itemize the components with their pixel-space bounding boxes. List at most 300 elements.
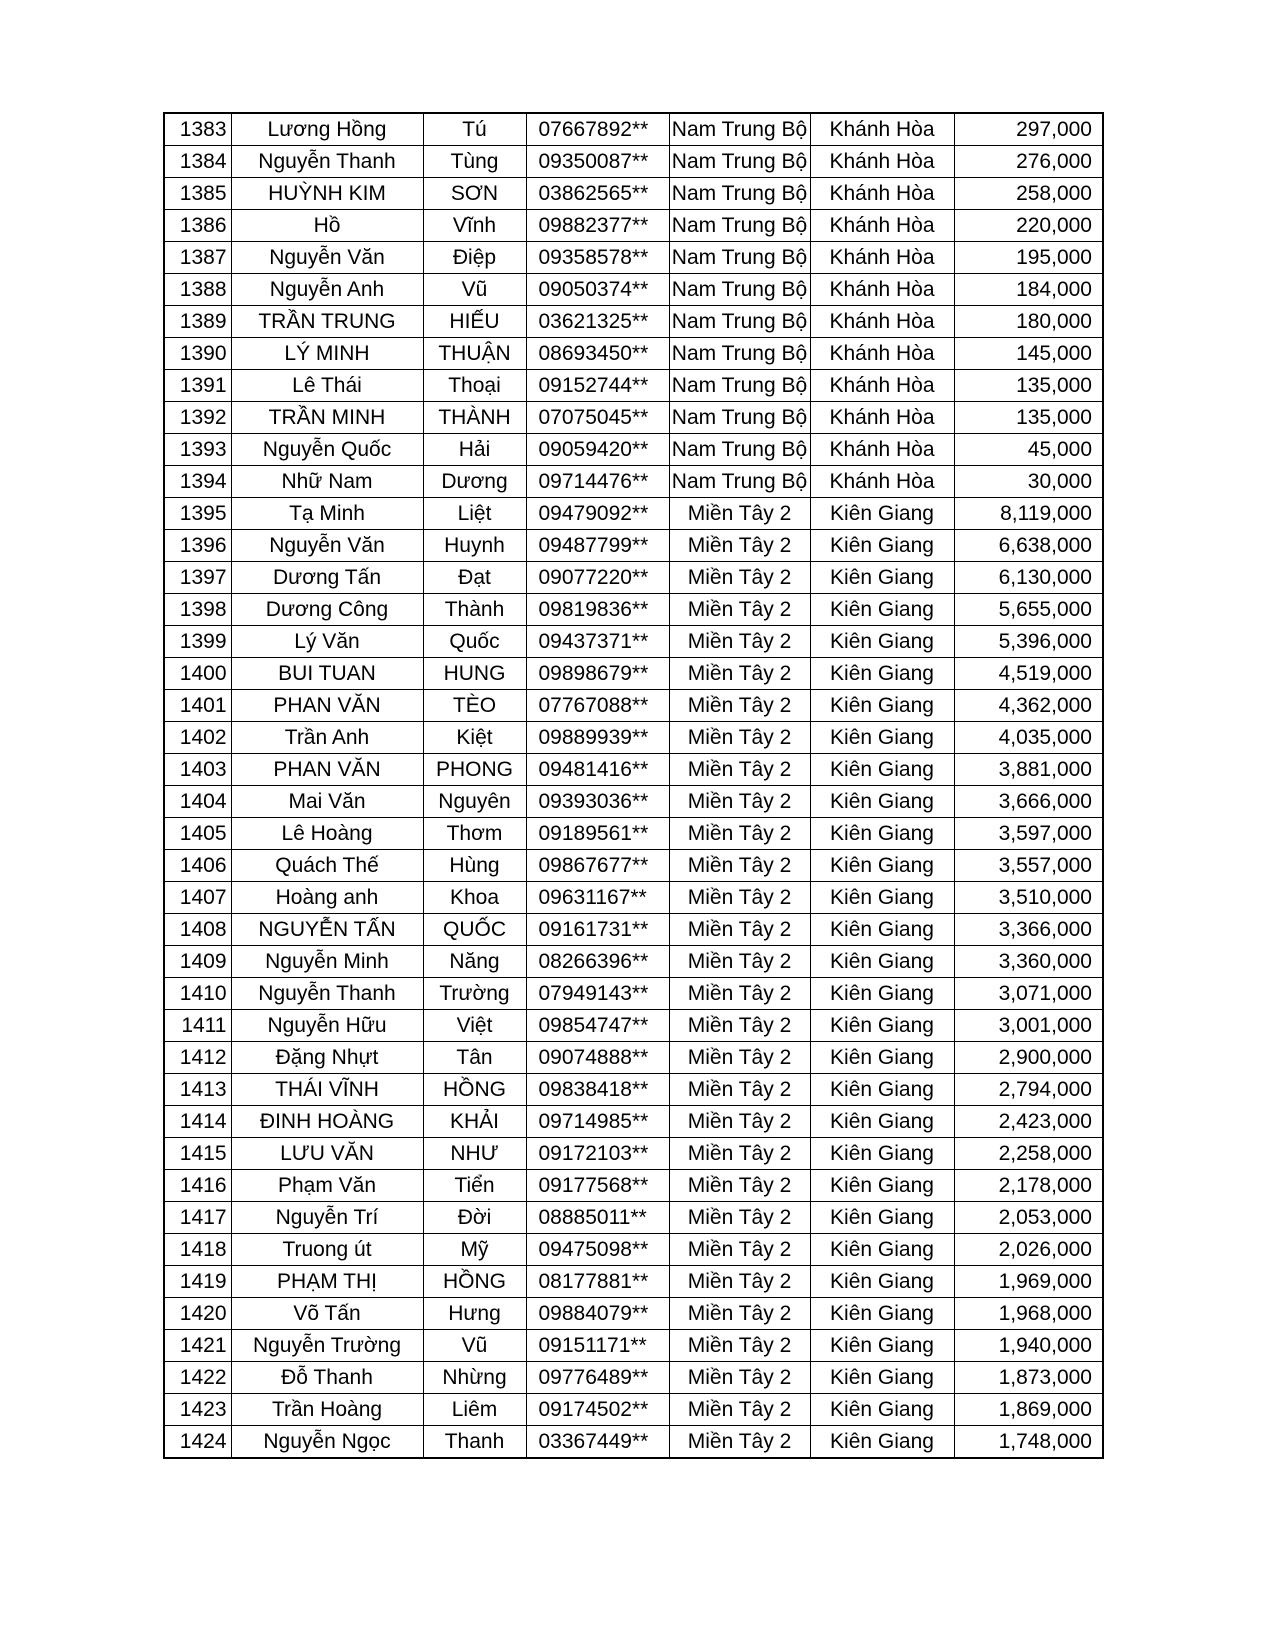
row-number: 1413 [164,1074,231,1106]
phone-cell: 08885011** [526,1202,669,1234]
surname-cell: Võ Tấn [231,1298,423,1330]
given-name-cell: Trường [423,978,526,1010]
given-name-cell: TÈO [423,690,526,722]
given-name-cell: Điệp [423,242,526,274]
row-number: 1386 [164,210,231,242]
phone-cell: 09487799** [526,530,669,562]
province-cell: Kiên Giang [810,1010,954,1042]
table-row [164,1042,1103,1074]
phone-cell: 09172103** [526,1138,669,1170]
document-page [163,112,1104,1459]
amount-cell: 135,000 [954,370,1103,402]
surname-cell: Trần Hoàng [231,1394,423,1426]
surname-cell: Dương Tấn [231,562,423,594]
region-cell: Miền Tây 2 [669,1106,810,1138]
province-cell: Khánh Hòa [810,434,954,466]
table-row [164,754,1103,786]
surname-cell: Lương Hồng [231,113,423,146]
phone-cell: 09059420** [526,434,669,466]
surname-cell: THÁI VĨNH [231,1074,423,1106]
table-row [164,658,1103,690]
surname-cell: Đỗ Thanh [231,1362,423,1394]
given-name-cell: THUẬN [423,338,526,370]
region-cell: Miền Tây 2 [669,1362,810,1394]
surname-cell: Dương Công [231,594,423,626]
amount-cell: 3,001,000 [954,1010,1103,1042]
row-number: 1422 [164,1362,231,1394]
province-cell: Khánh Hòa [810,242,954,274]
row-number: 1393 [164,434,231,466]
surname-cell: Phạm Văn [231,1170,423,1202]
amount-cell: 6,130,000 [954,562,1103,594]
amount-cell: 45,000 [954,434,1103,466]
surname-cell: Lý Văn [231,626,423,658]
phone-cell: 09867677** [526,850,669,882]
phone-cell: 09838418** [526,1074,669,1106]
phone-cell: 09077220** [526,562,669,594]
amount-cell: 30,000 [954,466,1103,498]
province-cell: Kiên Giang [810,1202,954,1234]
province-cell: Kiên Giang [810,1426,954,1459]
records-table [163,112,1104,1459]
given-name-cell: Vĩnh [423,210,526,242]
row-number: 1409 [164,946,231,978]
province-cell: Kiên Giang [810,1170,954,1202]
given-name-cell: NHƯ [423,1138,526,1170]
table-row [164,1234,1103,1266]
amount-cell: 297,000 [954,113,1103,146]
row-number: 1414 [164,1106,231,1138]
region-cell: Nam Trung Bộ [669,146,810,178]
surname-cell: LÝ MINH [231,338,423,370]
region-cell: Miền Tây 2 [669,914,810,946]
surname-cell: Lê Thái [231,370,423,402]
given-name-cell: QUỐC [423,914,526,946]
row-number: 1383 [164,113,231,146]
region-cell: Miền Tây 2 [669,722,810,754]
phone-cell: 09189561** [526,818,669,850]
row-number: 1424 [164,1426,231,1459]
amount-cell: 4,035,000 [954,722,1103,754]
given-name-cell: Quốc [423,626,526,658]
province-cell: Kiên Giang [810,946,954,978]
table-row [164,594,1103,626]
region-cell: Nam Trung Bộ [669,210,810,242]
province-cell: Kiên Giang [810,1298,954,1330]
surname-cell: ĐINH HOÀNG [231,1106,423,1138]
row-number: 1407 [164,882,231,914]
amount-cell: 2,053,000 [954,1202,1103,1234]
table-row [164,1202,1103,1234]
amount-cell: 180,000 [954,306,1103,338]
surname-cell: PHAN VĂN [231,690,423,722]
given-name-cell: Đạt [423,562,526,594]
amount-cell: 3,366,000 [954,914,1103,946]
amount-cell: 3,071,000 [954,978,1103,1010]
amount-cell: 3,597,000 [954,818,1103,850]
row-number: 1423 [164,1394,231,1426]
province-cell: Kiên Giang [810,850,954,882]
row-number: 1396 [164,530,231,562]
row-number: 1392 [164,402,231,434]
given-name-cell: Dương [423,466,526,498]
given-name-cell: Hùng [423,850,526,882]
province-cell: Kiên Giang [810,818,954,850]
phone-cell: 09393036** [526,786,669,818]
phone-cell: 09481416** [526,754,669,786]
table-row [164,210,1103,242]
surname-cell: Tạ Minh [231,498,423,530]
region-cell: Miền Tây 2 [669,1330,810,1362]
table-row [164,626,1103,658]
phone-cell: 03621325** [526,306,669,338]
given-name-cell: HỒNG [423,1266,526,1298]
region-cell: Miền Tây 2 [669,818,810,850]
region-cell: Nam Trung Bộ [669,306,810,338]
phone-cell: 09889939** [526,722,669,754]
region-cell: Miền Tây 2 [669,1266,810,1298]
region-cell: Nam Trung Bộ [669,274,810,306]
phone-cell: 08266396** [526,946,669,978]
surname-cell: Nguyễn Anh [231,274,423,306]
row-number: 1384 [164,146,231,178]
phone-cell: 09631167** [526,882,669,914]
given-name-cell: Nhừng [423,1362,526,1394]
amount-cell: 5,396,000 [954,626,1103,658]
table-row [164,690,1103,722]
table-row [164,1106,1103,1138]
given-name-cell: Việt [423,1010,526,1042]
phone-cell: 09819836** [526,594,669,626]
amount-cell: 184,000 [954,274,1103,306]
row-number: 1391 [164,370,231,402]
given-name-cell: HỒNG [423,1074,526,1106]
province-cell: Kiên Giang [810,626,954,658]
surname-cell: Nguyễn Hữu [231,1010,423,1042]
table-row [164,1010,1103,1042]
region-cell: Miền Tây 2 [669,882,810,914]
amount-cell: 2,423,000 [954,1106,1103,1138]
phone-cell: 08693450** [526,338,669,370]
region-cell: Miền Tây 2 [669,1010,810,1042]
province-cell: Khánh Hòa [810,113,954,146]
table-row [164,562,1103,594]
table-row [164,178,1103,210]
phone-cell: 03862565** [526,178,669,210]
row-number: 1403 [164,754,231,786]
amount-cell: 1,748,000 [954,1426,1103,1459]
province-cell: Kiên Giang [810,1394,954,1426]
table-row [164,978,1103,1010]
region-cell: Nam Trung Bộ [669,434,810,466]
amount-cell: 2,178,000 [954,1170,1103,1202]
phone-cell: 07767088** [526,690,669,722]
amount-cell: 1,869,000 [954,1394,1103,1426]
amount-cell: 2,794,000 [954,1074,1103,1106]
province-cell: Kiên Giang [810,1138,954,1170]
province-cell: Kiên Giang [810,562,954,594]
region-cell: Nam Trung Bộ [669,113,810,146]
given-name-cell: Kiệt [423,722,526,754]
province-cell: Kiên Giang [810,1234,954,1266]
phone-cell: 09050374** [526,274,669,306]
amount-cell: 2,900,000 [954,1042,1103,1074]
table-row [164,786,1103,818]
province-cell: Kiên Giang [810,1106,954,1138]
province-cell: Kiên Giang [810,882,954,914]
region-cell: Miền Tây 2 [669,1074,810,1106]
region-cell: Miền Tây 2 [669,690,810,722]
row-number: 1406 [164,850,231,882]
amount-cell: 4,362,000 [954,690,1103,722]
province-cell: Kiên Giang [810,754,954,786]
province-cell: Kiên Giang [810,722,954,754]
province-cell: Khánh Hòa [810,402,954,434]
surname-cell: Nguyễn Ngọc [231,1426,423,1459]
region-cell: Miền Tây 2 [669,1394,810,1426]
amount-cell: 195,000 [954,242,1103,274]
given-name-cell: Vũ [423,1330,526,1362]
phone-cell: 09898679** [526,658,669,690]
region-cell: Nam Trung Bộ [669,402,810,434]
given-name-cell: Thơm [423,818,526,850]
given-name-cell: Thoại [423,370,526,402]
region-cell: Miền Tây 2 [669,594,810,626]
row-number: 1418 [164,1234,231,1266]
table-row [164,370,1103,402]
row-number: 1388 [164,274,231,306]
row-number: 1405 [164,818,231,850]
region-cell: Miền Tây 2 [669,754,810,786]
amount-cell: 2,026,000 [954,1234,1103,1266]
surname-cell: TRẦN TRUNG [231,306,423,338]
row-number: 1416 [164,1170,231,1202]
row-number: 1399 [164,626,231,658]
surname-cell: Nguyễn Trường [231,1330,423,1362]
amount-cell: 258,000 [954,178,1103,210]
row-number: 1395 [164,498,231,530]
amount-cell: 1,940,000 [954,1330,1103,1362]
table-row [164,818,1103,850]
table-row [164,722,1103,754]
amount-cell: 5,655,000 [954,594,1103,626]
region-cell: Miền Tây 2 [669,978,810,1010]
province-cell: Kiên Giang [810,914,954,946]
amount-cell: 1,969,000 [954,1266,1103,1298]
province-cell: Kiên Giang [810,530,954,562]
table-row [164,113,1103,146]
province-cell: Khánh Hòa [810,146,954,178]
phone-cell: 09882377** [526,210,669,242]
region-cell: Nam Trung Bộ [669,370,810,402]
surname-cell: Nguyễn Văn [231,530,423,562]
given-name-cell: Tú [423,113,526,146]
province-cell: Kiên Giang [810,1266,954,1298]
region-cell: Miền Tây 2 [669,1426,810,1459]
region-cell: Miền Tây 2 [669,626,810,658]
region-cell: Miền Tây 2 [669,658,810,690]
table-row [164,914,1103,946]
table-row [164,498,1103,530]
row-number: 1419 [164,1266,231,1298]
table-row [164,1074,1103,1106]
surname-cell: HUỲNH KIM [231,178,423,210]
given-name-cell: Đời [423,1202,526,1234]
province-cell: Khánh Hòa [810,338,954,370]
surname-cell: LƯU VĂN [231,1138,423,1170]
province-cell: Kiên Giang [810,658,954,690]
surname-cell: Nguyễn Thanh [231,978,423,1010]
table-row [164,1138,1103,1170]
table-row [164,146,1103,178]
given-name-cell: HIẾU [423,306,526,338]
row-number: 1411 [164,1010,231,1042]
region-cell: Miền Tây 2 [669,498,810,530]
amount-cell: 3,666,000 [954,786,1103,818]
surname-cell: TRẦN MINH [231,402,423,434]
table-row [164,530,1103,562]
phone-cell: 09174502** [526,1394,669,1426]
given-name-cell: Liệt [423,498,526,530]
table-row [164,1394,1103,1426]
region-cell: Miền Tây 2 [669,1202,810,1234]
given-name-cell: SƠN [423,178,526,210]
province-cell: Kiên Giang [810,690,954,722]
phone-cell: 07075045** [526,402,669,434]
amount-cell: 1,873,000 [954,1362,1103,1394]
row-number: 1400 [164,658,231,690]
surname-cell: Nguyễn Trí [231,1202,423,1234]
row-number: 1421 [164,1330,231,1362]
province-cell: Kiên Giang [810,1074,954,1106]
row-number: 1410 [164,978,231,1010]
row-number: 1398 [164,594,231,626]
amount-cell: 3,557,000 [954,850,1103,882]
region-cell: Miền Tây 2 [669,1042,810,1074]
table-row [164,882,1103,914]
records-body [164,113,1103,1458]
row-number: 1402 [164,722,231,754]
given-name-cell: Tiển [423,1170,526,1202]
phone-cell: 09854747** [526,1010,669,1042]
table-row [164,1298,1103,1330]
table-row [164,1362,1103,1394]
phone-cell: 09714476** [526,466,669,498]
region-cell: Miền Tây 2 [669,562,810,594]
row-number: 1389 [164,306,231,338]
given-name-cell: Liêm [423,1394,526,1426]
phone-cell: 09161731** [526,914,669,946]
amount-cell: 3,881,000 [954,754,1103,786]
given-name-cell: Thành [423,594,526,626]
region-cell: Miền Tây 2 [669,1138,810,1170]
given-name-cell: PHONG [423,754,526,786]
row-number: 1401 [164,690,231,722]
surname-cell: Nhữ Nam [231,466,423,498]
province-cell: Kiên Giang [810,1362,954,1394]
province-cell: Kiên Giang [810,1330,954,1362]
given-name-cell: Hưng [423,1298,526,1330]
phone-cell: 09074888** [526,1042,669,1074]
row-number: 1420 [164,1298,231,1330]
given-name-cell: Vũ [423,274,526,306]
row-number: 1408 [164,914,231,946]
given-name-cell: KHẢI [423,1106,526,1138]
table-row [164,1426,1103,1459]
row-number: 1397 [164,562,231,594]
amount-cell: 6,638,000 [954,530,1103,562]
amount-cell: 135,000 [954,402,1103,434]
table-row [164,402,1103,434]
table-row [164,306,1103,338]
surname-cell: PHẠM THỊ [231,1266,423,1298]
table-row [164,946,1103,978]
province-cell: Khánh Hòa [810,210,954,242]
region-cell: Nam Trung Bộ [669,178,810,210]
row-number: 1390 [164,338,231,370]
surname-cell: NGUYỄN TẤN [231,914,423,946]
amount-cell: 4,519,000 [954,658,1103,690]
province-cell: Kiên Giang [810,498,954,530]
phone-cell: 09177568** [526,1170,669,1202]
table-row [164,1170,1103,1202]
surname-cell: BUI TUAN [231,658,423,690]
given-name-cell: Thanh [423,1426,526,1459]
phone-cell: 09151171** [526,1330,669,1362]
given-name-cell: THÀNH [423,402,526,434]
region-cell: Miền Tây 2 [669,1234,810,1266]
phone-cell: 09776489** [526,1362,669,1394]
table-row [164,1330,1103,1362]
table-row [164,242,1103,274]
phone-cell: 09152744** [526,370,669,402]
phone-cell: 08177881** [526,1266,669,1298]
province-cell: Kiên Giang [810,1042,954,1074]
province-cell: Khánh Hòa [810,306,954,338]
table-row [164,274,1103,306]
surname-cell: Trần Anh [231,722,423,754]
region-cell: Nam Trung Bộ [669,242,810,274]
row-number: 1415 [164,1138,231,1170]
province-cell: Khánh Hòa [810,178,954,210]
region-cell: Miền Tây 2 [669,1298,810,1330]
phone-cell: 09479092** [526,498,669,530]
surname-cell: Nguyễn Văn [231,242,423,274]
row-number: 1385 [164,178,231,210]
amount-cell: 3,510,000 [954,882,1103,914]
table-row [164,850,1103,882]
table-row [164,466,1103,498]
region-cell: Miền Tây 2 [669,1170,810,1202]
surname-cell: Hồ [231,210,423,242]
phone-cell: 07667892** [526,113,669,146]
province-cell: Khánh Hòa [810,466,954,498]
amount-cell: 1,968,000 [954,1298,1103,1330]
surname-cell: Nguyễn Minh [231,946,423,978]
given-name-cell: Năng [423,946,526,978]
region-cell: Nam Trung Bộ [669,338,810,370]
row-number: 1404 [164,786,231,818]
amount-cell: 145,000 [954,338,1103,370]
region-cell: Miền Tây 2 [669,786,810,818]
amount-cell: 8,119,000 [954,498,1103,530]
region-cell: Miền Tây 2 [669,946,810,978]
phone-cell: 07949143** [526,978,669,1010]
province-cell: Khánh Hòa [810,370,954,402]
province-cell: Khánh Hòa [810,274,954,306]
amount-cell: 220,000 [954,210,1103,242]
row-number: 1394 [164,466,231,498]
